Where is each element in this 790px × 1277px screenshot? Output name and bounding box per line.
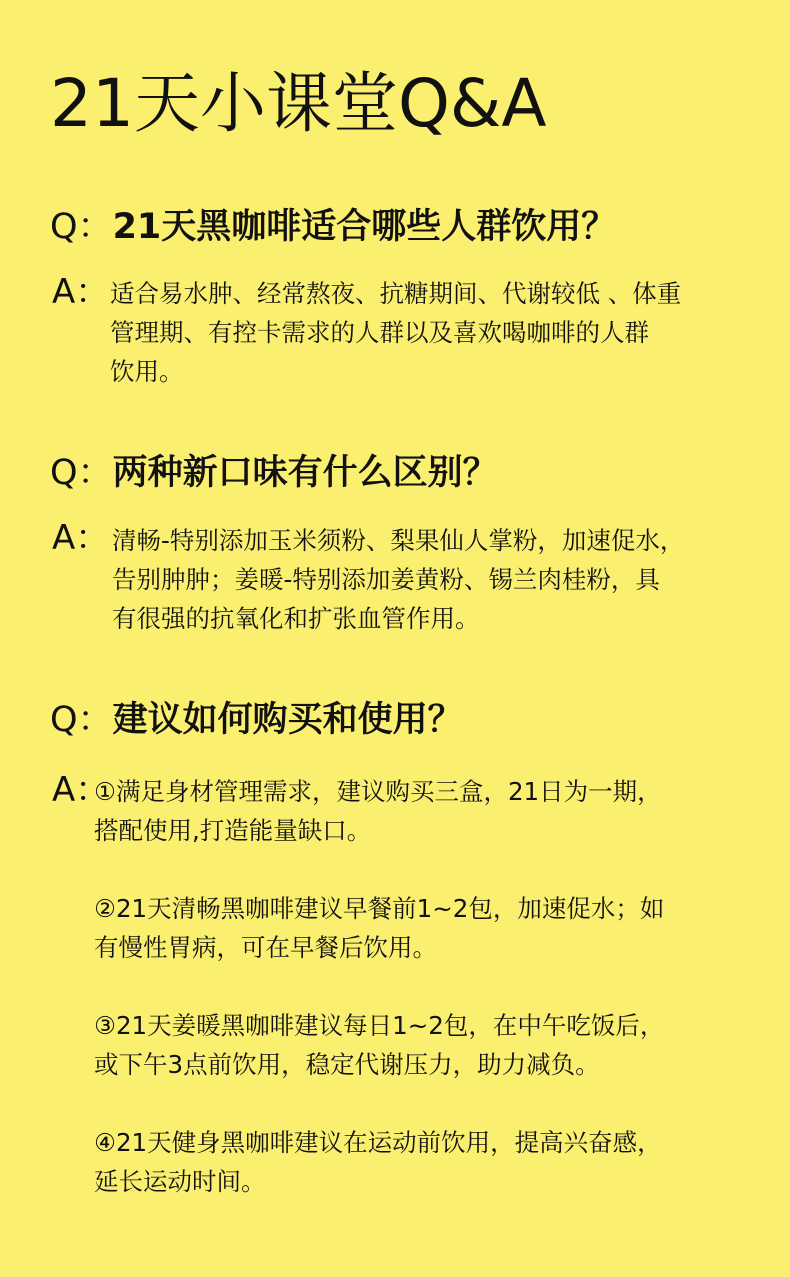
page-title: 21天小课堂Q&A	[50, 65, 547, 142]
answer-line: ②21天清畅黑咖啡建议早餐前1~2包，加速促水；如	[94, 894, 665, 923]
answer-line: 延长运动时间。	[94, 1167, 266, 1196]
question-prefix: Q：	[50, 207, 113, 247]
question-2	[50, 448, 498, 498]
question-text: 两种新口味有什么区别？	[112, 453, 498, 493]
answer-line: ④21天健身黑咖啡建议在运动前饮用，提高兴奋感，	[94, 1128, 662, 1157]
answer-3	[94, 772, 664, 1201]
answer-1	[110, 274, 681, 391]
answer-line: 告别肿肿；姜暖-特别添加姜黄粉、锡兰肉桂粉，具	[112, 565, 660, 594]
answer-line: 管理期、有控卡需求的人群以及喜欢喝咖啡的人群	[110, 318, 649, 347]
question-prefix: Q：	[50, 453, 113, 493]
answer-2	[112, 521, 684, 638]
answer-line: 搭配使用,打造能量缺口。	[94, 816, 372, 845]
question-prefix: Q：	[50, 700, 113, 740]
answer-line: 有慢性胃病，可在早餐后饮用。	[94, 933, 437, 962]
answer-line: ①满足身材管理需求，建议购买三盒，21日为一期，	[94, 777, 662, 806]
answer-line: 饮用。	[110, 357, 184, 386]
answer-label: A：	[52, 518, 110, 558]
question-text: 21天黑咖啡适合哪些人群饮用？	[112, 207, 617, 247]
question-3	[50, 695, 463, 745]
question-1	[50, 202, 616, 252]
answer-line: 有很强的抗氧化和扩张血管作用。	[112, 604, 480, 633]
answer-line: 清畅-特别添加玉米须粉、梨果仙人掌粉，加速促水，	[112, 526, 685, 555]
answer-line: ③21天姜暖黑咖啡建议每日1~2包，在中午吃饭后，	[94, 1011, 665, 1040]
question-text: 建议如何购买和使用？	[112, 700, 463, 740]
answer-line: 适合易水肿、经常熬夜、抗糖期间、代谢较低 、体重	[110, 279, 682, 308]
answer-line: 或下午3点前饮用，稳定代谢压力，助力减负。	[94, 1050, 600, 1079]
answer-line	[94, 967, 664, 1006]
answer-label: A：	[52, 272, 110, 312]
answer-line	[94, 850, 664, 889]
answer-line	[94, 1084, 664, 1123]
answer-label: A：	[52, 770, 110, 810]
